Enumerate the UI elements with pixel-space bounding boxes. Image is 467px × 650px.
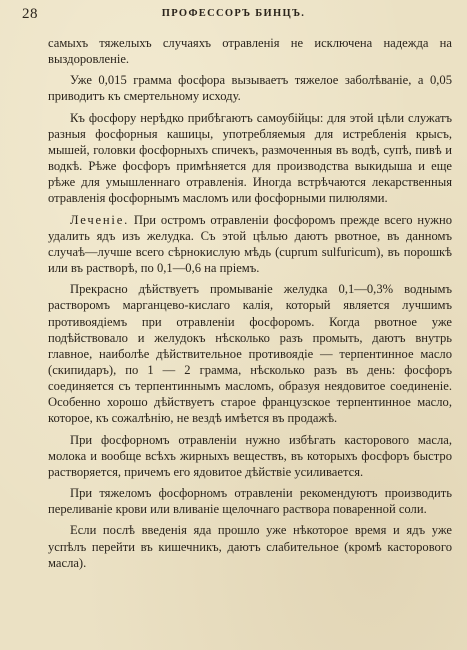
paragraph-laxative: Если послѣ введенія яда прошло уже нѣкоторое время и ядъ уже успѣлъ перейти въ кишечникъ, даютъ слабительное (кромѣ касторового масла).: [48, 523, 452, 570]
paragraph-transfusion: При тяжеломъ фосфорномъ отравленіи рекомендуютъ производить переливаніе крови или вливаніе щелочнаго раствора поваренной соли.: [48, 486, 452, 517]
page-number: 28: [22, 6, 38, 22]
section-lead-treatment: Леченіе.: [70, 212, 130, 227]
paragraph-lavage: Прекрасно дѣйствуетъ промываніе желудка 0,1—0,3% воднымъ растворомъ марганцево-кислаго калія, который является лучшимъ противоядіемъ при отравленіи фосфоромъ. Когда рвотное уже подѣйствовало и желудокъ нѣсколько разъ промыть, даютъ внутрь главное, наиболѣе дѣйствительное противоядіе — терпентинное масло (скипидаръ), по 1 — 2 грамма, нѣсколько разъ въ день: фосфоръ соединяется съ терпентиннымъ масломъ, образуя неядовитое соединеніе. Особенно хорошо дѣйствуетъ старое французское терпентинное масло, которое, къ сожалѣнію, не вездѣ имѣется въ продажѣ.: [48, 282, 452, 426]
paragraph-treatment-text: При остромъ отравленіи фосфоромъ прежде всего нужно удалить ядъ изъ желудка. Съ этой цѣлью даютъ рвотное, въ данномъ случаѣ—лучше всего сѣрнокислую мѣдь (cuprum sulfuricum), въ порошкѣ или въ растворѣ, по 0,1—0,6 на пріемъ.: [48, 212, 452, 276]
running-head: ПРОФЕССОРЪ БИНЦЪ.: [161, 8, 306, 19]
paragraph-suicides: Къ фосфору нерѣдко прибѣгаютъ самоубійцы: для этой цѣли служатъ разныя фосфорныя кашицы, употребляемыя для истребленія крысъ, мышей, головки фосфорныхъ спичекъ, размоченныя въ водѣ, супѣ, пивѣ и водкѣ. Рѣже фосфоръ примѣняется для производства выкидыша и еще рѣже для умышленнаго отравленія. Иногда встрѣчаются лекарственныя отравленія фосфорнымъ масломъ или фосфорными пилюлями.: [48, 110, 452, 206]
paragraph-avoid-fats: При фосфорномъ отравленіи нужно избѣгать касторового масла, молока и вообще всѣхъ жирныхъ веществъ, въ которыхъ фосфоръ быстро растворяется, причемъ его ядовитое дѣйствіе усиливается.: [48, 432, 452, 479]
paragraph-continued: самыхъ тяжелыхъ случаяхъ отравленія не исключена надежда на выздоровленіе.: [48, 36, 452, 67]
paragraph-dosage: Уже 0,015 грамма фосфора вызываетъ тяжелое заболѣваніе, а 0,05 приводитъ къ смертельному исходу.: [48, 73, 452, 104]
paragraph-treatment: [48, 212, 452, 277]
body-text: [48, 35, 452, 576]
page-header: [22, 6, 445, 24]
